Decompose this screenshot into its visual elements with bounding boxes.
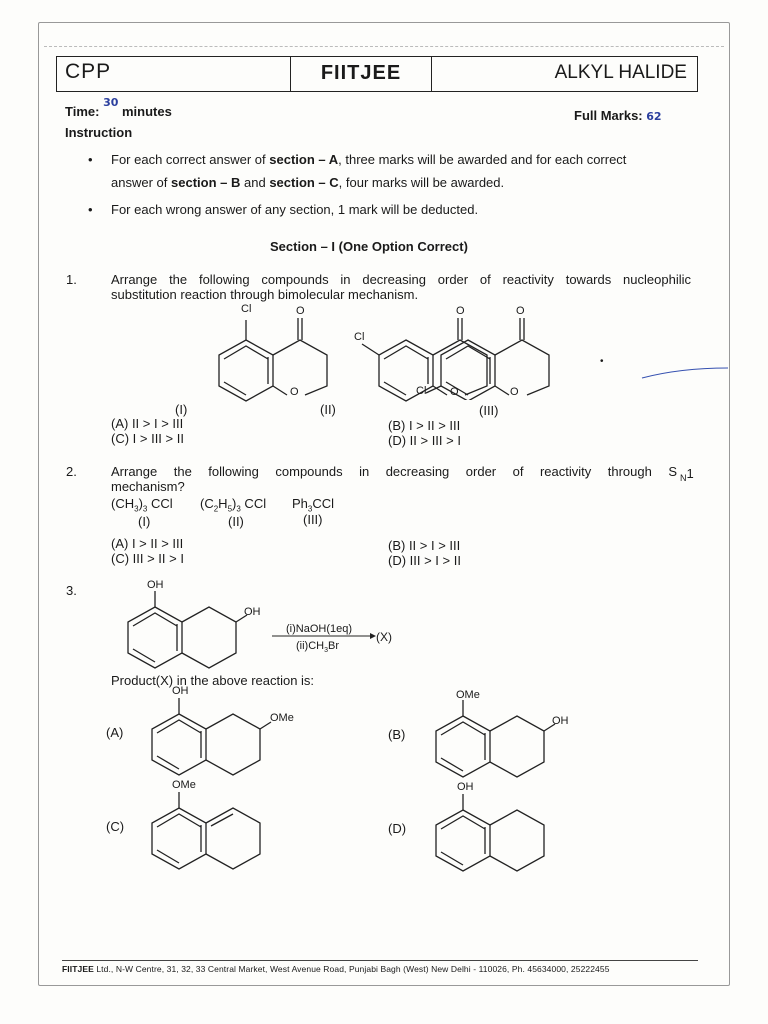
full-marks-label: Full Marks:: [574, 108, 643, 123]
instr-1-part-5: , four marks will be awarded.: [338, 175, 505, 190]
q3-reagent-2-pre: (ii)CH: [296, 640, 325, 652]
q2-text-main: Arrange the following compounds in decreasing order of reactivity through S: [111, 464, 677, 479]
c2-pre: (C: [200, 496, 214, 511]
q3-option-c-label[interactable]: (C): [106, 819, 125, 834]
q1-text-line-1: Arrange the following compounds in decreasing order of reactivity towards nucleophilic: [111, 272, 691, 287]
q3-option-a-structure[interactable]: [138, 690, 288, 780]
instruction-2: For each wrong answer of any section, 1 mark will be deducted.: [111, 202, 479, 217]
q2-compound-i: [111, 496, 173, 514]
q3-number: 3.: [66, 583, 77, 598]
time-unit: minutes: [122, 104, 172, 119]
q3-reagent-2: [296, 640, 339, 654]
q1-iii-cl: Cl: [416, 385, 427, 397]
instruction-title: Instruction: [65, 125, 133, 140]
c2-end: CCl: [240, 496, 267, 511]
q3-product-x: (X): [376, 630, 392, 644]
q3-option-d-label[interactable]: (D): [388, 821, 407, 836]
q3-option-a-label[interactable]: (A): [106, 725, 124, 740]
time-handwritten: 30: [103, 96, 119, 109]
q1-label-i: (I): [175, 402, 188, 417]
c2-s1: 2: [213, 504, 219, 514]
q2-compound-iii: [292, 496, 334, 514]
q2-label-i: (I): [138, 514, 151, 529]
q1-iii-o-ring: O: [510, 386, 519, 398]
q3-option-b-label[interactable]: (B): [388, 727, 406, 742]
q1-number: 1.: [66, 272, 77, 287]
q3-d-oh: OH: [457, 781, 474, 793]
instr-1-part-2: , three marks will be awarded and for each correct: [338, 152, 627, 167]
section-title: Section – I (One Option Correct): [270, 239, 468, 254]
q1-label-ii: (II): [320, 402, 336, 417]
q3-c-ome: OMe: [172, 779, 196, 791]
q2-option-b[interactable]: (B) II > I > III: [388, 538, 461, 553]
q2-number: 2.: [66, 464, 77, 479]
pen-stroke: [640, 362, 730, 382]
q3-reactant-structure: [110, 585, 280, 675]
q1-ii-o-ring: O: [450, 386, 459, 398]
q3-question: Product(X) in the above reaction is:: [111, 673, 315, 688]
q3-b-oh: OH: [552, 715, 569, 727]
instr-1-section-b: section – B: [171, 175, 241, 190]
instr-1-section-c: section – C: [269, 175, 339, 190]
header-topic: ALKYL HALIDE: [554, 62, 687, 83]
instr-1-section-a: section – A: [269, 152, 339, 167]
q3-a-ome: OMe: [270, 712, 294, 724]
q2-compound-ii: [200, 496, 266, 514]
q1-option-c[interactable]: (C) I > III > II: [111, 431, 184, 446]
q2-option-d[interactable]: (D) III > I > II: [388, 553, 461, 568]
q2-label-ii: (II): [228, 514, 244, 529]
q3-reagent-2-sub: 3: [324, 647, 329, 655]
footer-logo: FIITJEE: [62, 964, 94, 974]
c3-post: CCl: [312, 496, 335, 511]
q1-label-iii: (III): [479, 403, 499, 418]
q1-i-cl: Cl: [241, 303, 252, 315]
q3-reagent-2-post: Br: [328, 640, 340, 652]
q2-option-c[interactable]: (C) III > II > I: [111, 551, 184, 566]
q2-option-a[interactable]: (A) I > II > III: [111, 536, 184, 551]
c2-s2: 5: [227, 504, 233, 514]
instr-1-part-1: For each correct answer of: [111, 152, 266, 167]
stray-dot: •: [600, 356, 604, 367]
c3-pre: Ph: [292, 496, 308, 511]
c1-pre: (CH: [111, 496, 135, 511]
c2-mid: H: [218, 496, 228, 511]
instr-1-part-4: and: [243, 175, 266, 190]
c1-post: CCl: [147, 496, 173, 511]
c1-s2: 3: [142, 504, 148, 514]
bullet-1-dot: •: [88, 152, 93, 167]
q1-option-d[interactable]: (D) II > III > I: [388, 433, 461, 448]
q2-sn1: [680, 466, 694, 483]
fiitjee-logo: FIITJEE: [291, 57, 432, 91]
q2-text-line-1: [111, 464, 677, 480]
q1-text-line-2: substitution reaction through bimolecular mechanism.: [111, 287, 419, 302]
instruction-1-cont: [111, 175, 701, 191]
q1-i-o-ring: O: [290, 386, 299, 398]
q2-sn-sub: N: [680, 473, 687, 483]
q3-b-ome: OMe: [456, 689, 480, 701]
footer-address: Ltd., N-W Centre, 31, 32, 33 Central Market, West Avenue Road, Punjabi Bagh (West) New Delhi - 110026, Ph. 45634000, 25222455: [96, 964, 610, 974]
q3-option-d-structure[interactable]: [422, 786, 572, 876]
q1-ii-cl: Cl: [354, 331, 365, 343]
q1-iii-o-carbonyl: O: [516, 305, 525, 317]
c1-mid: ): [138, 496, 143, 511]
instruction-1: [111, 152, 701, 168]
q3-option-c-structure[interactable]: [138, 784, 288, 874]
c2-post: ): [232, 496, 237, 511]
bullet-2-dot: •: [88, 202, 93, 217]
q1-ii-o-carbonyl: O: [456, 305, 465, 317]
time-label: Time:: [65, 104, 100, 119]
full-marks: [574, 108, 662, 123]
q3-reagent-1: (i)NaOH(1eq): [286, 623, 353, 635]
q2-sn-end: 1: [686, 466, 694, 481]
q3-reactant-oh-2: OH: [244, 606, 261, 618]
q1-option-a[interactable]: (A) II > I > III: [111, 416, 184, 431]
c2-s3: 3: [236, 504, 241, 514]
q3-a-oh: OH: [172, 685, 189, 697]
q1-i-o-carbonyl: O: [296, 305, 305, 317]
instr-1-part-3: answer of: [111, 175, 168, 190]
header-bar: [56, 56, 698, 92]
q2-text-line-2: mechanism?: [111, 479, 185, 494]
header-cpp: CPP: [57, 57, 291, 91]
full-marks-handwritten: 62: [646, 110, 662, 123]
time-line: [65, 96, 172, 119]
c1-s1: 3: [134, 504, 139, 514]
q1-option-b[interactable]: (B) I > II > III: [388, 418, 461, 433]
footer: [62, 960, 698, 974]
q3-option-b-structure[interactable]: [422, 692, 572, 782]
c3-s1: 3: [307, 504, 313, 514]
q3-reactant-oh-1: OH: [147, 579, 164, 591]
q2-label-iii: (III): [303, 512, 323, 527]
